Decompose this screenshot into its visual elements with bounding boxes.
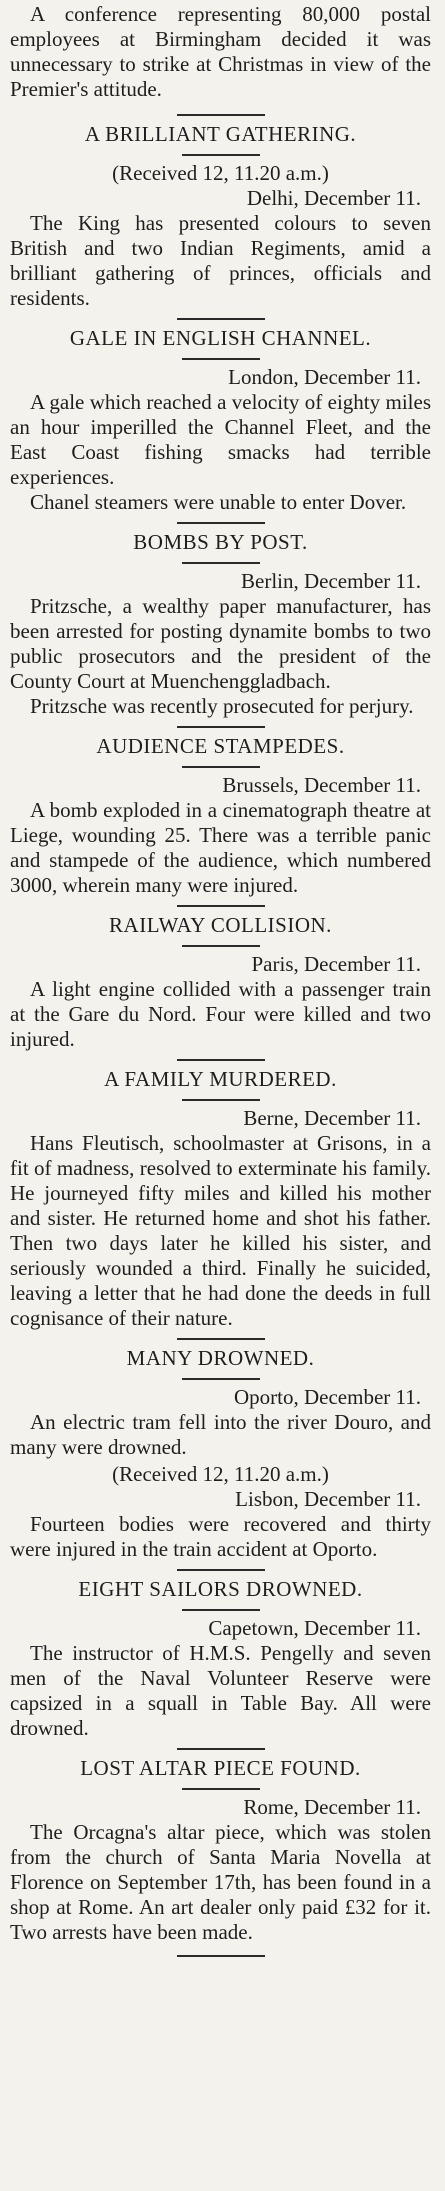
article-paragraph: A light engine collided with a passenger train at the Gare du Nord. Four were killed and two injured. xyxy=(10,977,431,1051)
dateline: Rome, December 11. xyxy=(243,1795,421,1819)
headline: LOST ALTAR PIECE FOUND. xyxy=(80,1756,361,1780)
section-rule xyxy=(177,1338,265,1340)
article-paragraph: Pritzsche, a wealthy paper manufacturer, has been arrested for posting dynamite bombs to two public prosecutors and the president of the County Court at Muenchenggladbach. xyxy=(10,594,431,693)
headline-rule xyxy=(182,358,260,360)
received-line: (Received 12, 11.20 a.m.) xyxy=(112,1462,329,1486)
dateline: Berne, December 11. xyxy=(243,1106,421,1130)
section-rule xyxy=(177,1955,265,1957)
section-rule xyxy=(177,726,265,728)
article-eight-sailors xyxy=(10,1576,431,1741)
headline-rule xyxy=(182,154,260,156)
headline-rule xyxy=(182,766,260,768)
article-paragraph: The instructor of H.M.S. Pengelly and seven men of the Naval Volunteer Reserve were capsized in a squall in Table Bay. All were drowned. xyxy=(10,1641,431,1740)
article-paragraph: A gale which reached a velocity of eighty miles an hour imperilled the Channel Fleet, and the East Coast fishing smacks had terrible experiences. xyxy=(10,390,431,489)
dateline: Lisbon, December 11. xyxy=(235,1487,421,1511)
newspaper-column xyxy=(0,2,445,2191)
headline: RAILWAY COLLISION. xyxy=(109,913,332,937)
article-paragraph: Chanel steamers were unable to enter Dover. xyxy=(30,490,407,514)
article-family-murdered xyxy=(10,1066,431,1331)
article-paragraph: Fourteen bodies were recovered and thirty were injured in the train accident at Oporto. xyxy=(10,1512,431,1561)
section-rule xyxy=(177,1569,265,1571)
section-rule xyxy=(177,1059,265,1061)
section-rule xyxy=(177,1748,265,1750)
dateline: Berlin, December 11. xyxy=(241,569,421,593)
article-gale-channel xyxy=(10,325,431,515)
headline: AUDIENCE STAMPEDES. xyxy=(96,734,345,758)
article-many-drowned xyxy=(10,1345,431,1562)
dateline: London, December 11. xyxy=(228,365,421,389)
intro-paragraph: A conference representing 80,000 postal employees at Birmingham decided it was unnecessary to strike at Christmas in view of the Premier's attitude. xyxy=(10,2,431,101)
article-paragraph: An electric tram fell into the river Douro, and many were drowned. xyxy=(10,1410,431,1459)
article-paragraph: Pritzsche was recently prosecuted for perjury. xyxy=(30,694,414,718)
article-paragraph: The King has presented colours to seven British and two Indian Regiments, amid a brilliant gathering of princes, officials and residents. xyxy=(10,211,431,310)
headline: EIGHT SAILORS DROWNED. xyxy=(78,1577,363,1601)
headline: A FAMILY MURDERED. xyxy=(104,1067,337,1091)
headline-rule xyxy=(182,1378,260,1380)
headline-rule xyxy=(182,562,260,564)
headline-rule xyxy=(182,1099,260,1101)
article-paragraph: A bomb exploded in a cinematograph theatre at Liege, wounding 25. There was a terrible panic and stampede of the audience, which numbered 3000, wherein many were injured. xyxy=(10,798,431,897)
headline-rule xyxy=(182,1788,260,1790)
dateline: Capetown, December 11. xyxy=(208,1616,421,1640)
section-rule xyxy=(177,905,265,907)
dateline: Oporto, December 11. xyxy=(234,1385,421,1409)
headline: BOMBS BY POST. xyxy=(133,530,308,554)
headline: MANY DROWNED. xyxy=(126,1346,315,1370)
dateline: Brussels, December 11. xyxy=(222,773,421,797)
article-audience-stampedes xyxy=(10,733,431,898)
article-paragraph: The Orcagna's altar piece, which was stolen from the church of Santa Maria Novella at Florence on September 17th, has been found in a shop at Rome. An art dealer only paid £32 for it. Two arrests have been made. xyxy=(10,1820,431,1944)
headline: GALE IN ENGLISH CHANNEL. xyxy=(69,326,372,350)
dateline: Delhi, December 11. xyxy=(246,186,421,210)
article-altar-piece xyxy=(10,1755,431,1945)
article-paragraph: Hans Fleutisch, schoolmaster at Grisons, in a fit of madness, resolved to exterminate his family. He journeyed fifty miles and killed his mother and sister. He returned home and shot his father. Then two days later he killed his sister, and seriously wounded a third. Finally he suicided, leaving a letter that he had done the deeds in full cognisance of their nature. xyxy=(10,1131,431,1330)
article-bombs-by-post xyxy=(10,529,431,719)
dateline: Paris, December 11. xyxy=(251,952,421,976)
received-line: (Received 12, 11.20 a.m.) xyxy=(112,161,329,185)
headline-rule xyxy=(182,945,260,947)
article-railway-collision xyxy=(10,912,431,1052)
section-rule xyxy=(177,522,265,524)
headline-rule xyxy=(182,1609,260,1611)
headline: A BRILLIANT GATHERING. xyxy=(84,122,357,146)
section-rule xyxy=(177,114,265,116)
section-rule xyxy=(177,318,265,320)
article-brilliant-gathering xyxy=(10,121,431,311)
